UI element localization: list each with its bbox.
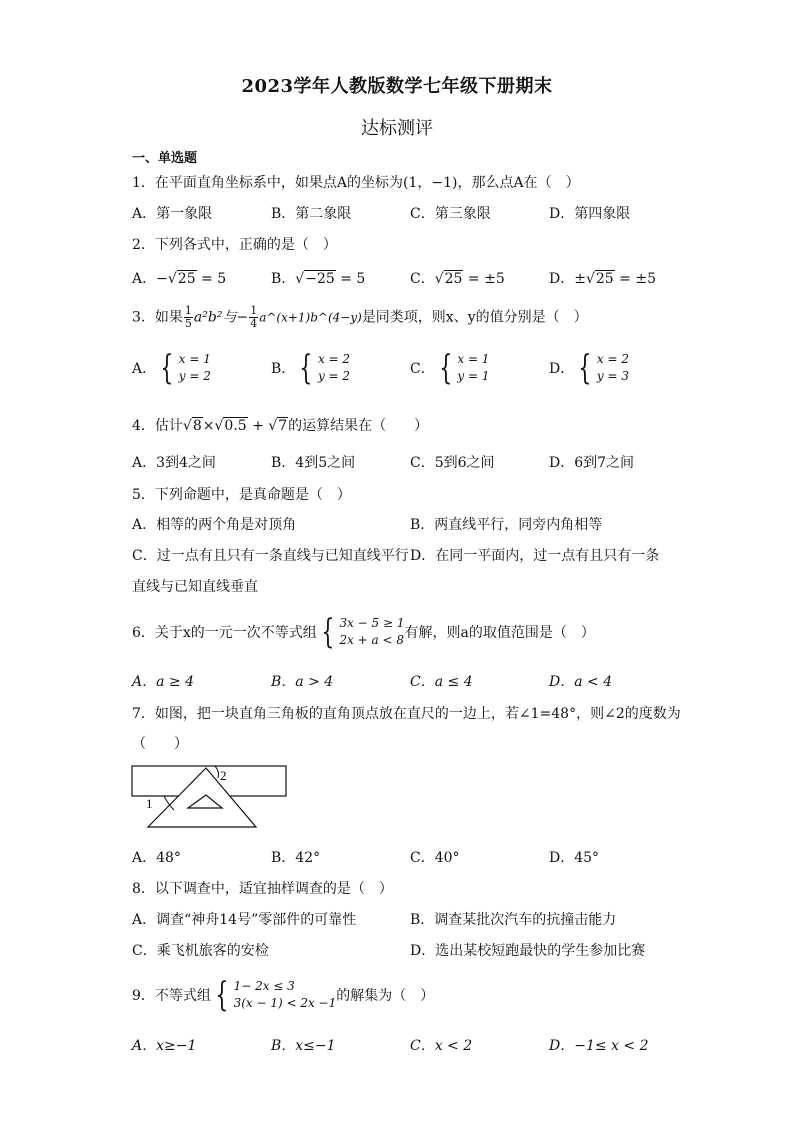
q8-option-c: C．乘飞机旅客的安检 [132, 943, 269, 959]
question-7-continued: （ ） [132, 736, 188, 752]
q2-option-d: D．±√25 = ±5 [549, 271, 656, 287]
q2-option-c: C．√25 = ±5 [410, 271, 505, 287]
q2-option-b: B．√−25 = 5 [271, 271, 366, 287]
q4-option-a: A．3到4之间 [132, 455, 216, 471]
q6-option-b: B．a > 4 [271, 674, 334, 690]
q5-option-c: C．过一点有且只有一条直线与已知直线平行 [132, 548, 409, 564]
question-5: 5．下列命题中，是真命题是（ ） [132, 487, 351, 503]
exam-subtitle: 达标测评 [361, 118, 433, 139]
q5-option-d: D．在同一平面内，过一点有且只有一条 [410, 548, 660, 564]
q6-option-d: D．a < 4 [549, 674, 613, 690]
q9-option-d: D．−1≤ x < 2 [549, 1038, 649, 1054]
question-3: 3．如果 $\frac{1}{5}$ a²b²与− $\frac{1}{4}$ a^(x+1)b^(4−y)是同类项，则x、y的值分别是（ ） [132, 304, 588, 330]
q1-option-b: B．第二象限 [271, 206, 352, 222]
q3-option-b: B． { x = 2 y = 2 [271, 348, 351, 388]
q4-option-c: C．5到6之间 [410, 455, 495, 471]
q5-option-d-continued: 直线与已知直线垂直 [132, 579, 258, 595]
q7-option-b: B．42° [271, 850, 321, 866]
question-6: 6．关于x的一元一次不等式组 { 3x − 5 ≥ 1 2x + a < 8 有解，则a的取值范围是（ ） [132, 612, 595, 652]
q2-option-a: A．−√25 = 5 [132, 271, 227, 287]
fraction-one-fifth: $\frac{1}{5}$ [184, 304, 192, 330]
q3-option-d: D． { x = 2 y = 3 [549, 348, 629, 388]
q5-option-a: A．相等的两个角是对顶角 [132, 517, 297, 533]
exam-title: 2023学年人教版数学七年级下册期末 [241, 76, 553, 97]
q8-option-a: A．调查“神舟14号”零部件的可靠性 [132, 912, 357, 928]
q3-option-a: A． { x = 1 y = 2 [132, 348, 211, 388]
question-7: 7．如图，把一块直角三角板的直角顶点放在直尺的一边上，若∠1=48°，则∠2的度数为 [132, 706, 681, 722]
question-1: 1．在平面直角坐标系中，如果点A的坐标为(1，−1)，那么点A在（ ） [132, 175, 580, 191]
ruler-triangle-figure [130, 762, 290, 832]
q7-option-d: D．45° [549, 850, 600, 866]
q4-option-b: B．4到5之间 [271, 455, 356, 471]
q5-option-b: B．两直线平行，同旁内角相等 [410, 517, 603, 533]
q9-option-a: A．x≥−1 [132, 1038, 197, 1054]
question-8: 8．以下调查中，适宜抽样调查的是（ ） [132, 881, 393, 897]
q1-option-a: A．第一象限 [132, 206, 213, 222]
fraction-one-quarter: $\frac{1}{4}$ [250, 304, 258, 330]
q9-option-b: B．x≤−1 [271, 1038, 336, 1054]
angle-2-label: 2 [220, 768, 227, 783]
question-2: 2．下列各式中，正确的是（ ） [132, 237, 337, 253]
q4-option-d: D．6到7之间 [549, 455, 635, 471]
angle-2-arc [215, 766, 219, 778]
question-4: 4．估计√8×√0.5 + √7的运算结果在（ ） [132, 418, 429, 434]
q6-option-a: A．a ≥ 4 [132, 674, 194, 690]
q9-option-c: C．x < 2 [410, 1038, 473, 1054]
q8-option-d: D．选出某校短跑最快的学生参加比赛 [410, 943, 646, 959]
q7-option-a: A．48° [132, 850, 181, 866]
section-heading: 一、单选题 [132, 151, 198, 166]
q8-option-b: B．调查某批次汽车的抗撞击能力 [410, 912, 617, 928]
question-9: 9．不等式组 { 1− 2x ≤ 3 3(x − 1) < 2x −1 的解集为（ ） [132, 975, 435, 1015]
q6-option-c: C．a ≤ 4 [410, 674, 473, 690]
q1-option-d: D．第四象限 [549, 206, 631, 222]
q3-option-c: C． { x = 1 y = 1 [410, 348, 490, 388]
q1-option-c: C．第三象限 [410, 206, 491, 222]
q7-option-c: C．40° [410, 850, 460, 866]
angle-1-label: 1 [146, 796, 153, 811]
